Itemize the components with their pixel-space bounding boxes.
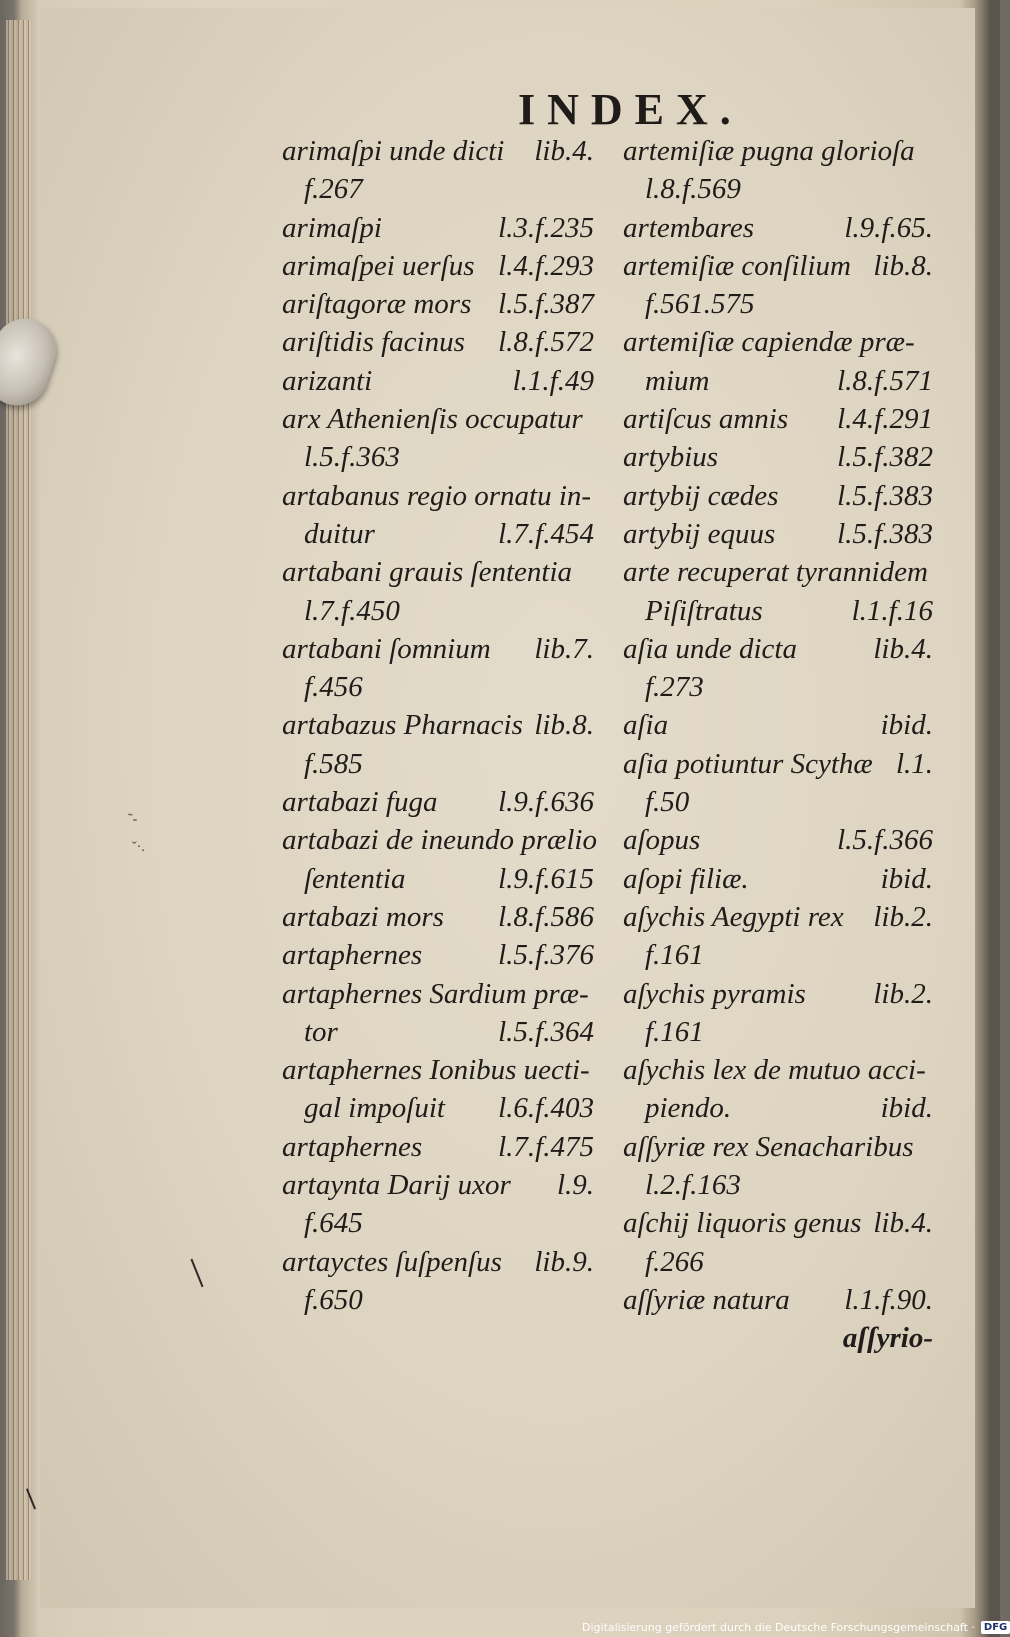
entry-text: l.8.f.569 <box>645 173 741 206</box>
entry-text: artabazi de ineundo prælio <box>282 824 597 857</box>
entry-text: arimaſpi unde dicti <box>282 135 505 167</box>
entry-reference: ibid. <box>880 1092 933 1125</box>
entry-text: artemiſiæ pugna glorioſa <box>623 135 915 167</box>
index-entry <box>623 323 933 361</box>
index-entry <box>623 477 933 515</box>
margin-mark: ˇ·. <box>132 840 145 855</box>
entry-text: aſopus <box>623 824 701 857</box>
entry-reference: l.6.f.403 <box>498 1092 594 1125</box>
index-entry <box>282 362 594 400</box>
entry-text: artabanus regio ornatu in- <box>282 479 592 512</box>
index-entry <box>623 936 933 974</box>
entry-reference: l.9.f.65. <box>844 211 933 244</box>
entry-text: piendo. <box>645 1092 732 1125</box>
index-entry <box>282 1013 594 1051</box>
entry-text: aſchij liquoris genus <box>623 1207 862 1240</box>
index-entry <box>282 1051 594 1089</box>
entry-reference: lib.8. <box>873 249 933 282</box>
entry-text: f.161 <box>645 939 704 972</box>
entry-reference: l.4.f.291 <box>837 403 933 436</box>
index-entry <box>282 592 594 630</box>
index-entry <box>623 132 933 170</box>
entry-text: Piſiſtratus <box>645 594 763 627</box>
index-entry <box>282 783 594 821</box>
entry-reference: lib.4. <box>534 135 594 167</box>
index-entry <box>623 362 933 400</box>
index-entry <box>282 438 594 476</box>
entry-reference: l.5.f.376 <box>498 939 594 972</box>
entry-text: artaphernes <box>282 939 423 972</box>
catchword: aſſyrio- <box>842 1322 933 1355</box>
entry-text: artybij equus <box>623 517 776 550</box>
entry-text: artabani grauis ſententia <box>282 556 572 589</box>
entry-text: aſopi filiæ. <box>623 862 749 895</box>
entry-text: l.2.f.163 <box>645 1169 741 1202</box>
entry-text: artaphernes Ionibus uecti- <box>282 1054 590 1087</box>
entry-text: ariſtidis facinus <box>282 326 465 359</box>
entry-text: arizanti <box>282 364 373 397</box>
index-entry <box>623 438 933 476</box>
entry-text: aſia potiuntur Scythæ <box>623 747 873 780</box>
entry-text: artaphernes <box>282 1130 423 1163</box>
entry-text: aſychis lex de mutuo acci- <box>623 1054 926 1087</box>
index-entry <box>623 1089 933 1127</box>
index-entry <box>282 860 594 898</box>
index-entry <box>623 209 933 247</box>
index-entry <box>623 1281 933 1319</box>
index-entry <box>282 132 594 170</box>
entry-reference: l.3.f.235 <box>498 211 594 244</box>
entry-text: f.650 <box>304 1283 363 1316</box>
entry-text: f.50 <box>645 786 690 819</box>
entry-text: artabazus Pharnacis <box>282 709 523 742</box>
page-header: INDEX. <box>518 85 743 134</box>
entry-reference: l.5.f.383 <box>837 517 933 550</box>
index-entry <box>623 170 933 208</box>
entry-reference: l.7.f.454 <box>498 517 594 550</box>
entry-text: aſia <box>623 709 669 742</box>
entry-text: duitur <box>304 517 375 550</box>
entry-reference: l.4.f.293 <box>498 249 594 282</box>
entry-text: f.161 <box>645 1015 704 1048</box>
entry-text: arimaſpi <box>282 211 382 244</box>
index-entry <box>623 247 933 285</box>
index-entry <box>623 668 933 706</box>
entry-text: ſententia <box>304 862 406 895</box>
entry-text: gal impoſuit <box>304 1092 445 1125</box>
index-entry <box>282 1128 594 1166</box>
entry-text: artemiſiæ conſilium <box>623 249 851 282</box>
entry-reference: lib.7. <box>534 632 594 665</box>
entry-reference: lib.8. <box>534 709 594 742</box>
entry-text: f.585 <box>304 747 363 780</box>
index-entry <box>623 553 933 591</box>
entry-reference: l.8.f.586 <box>498 900 594 933</box>
entry-text: artaynta Darij uxor <box>282 1169 511 1202</box>
index-entry <box>623 1051 933 1089</box>
entry-text: artybius <box>623 441 719 474</box>
entry-text: l.5.f.363 <box>304 441 400 474</box>
entry-reference: lib.2. <box>873 900 933 933</box>
entry-text: artybij cædes <box>623 479 779 512</box>
entry-reference: l.8.f.571 <box>837 364 933 397</box>
entry-reference: l.1.f.49 <box>512 364 594 397</box>
entry-reference: lib.2. <box>873 977 933 1010</box>
margin-mark: ˜- <box>128 812 138 827</box>
entry-text: arimaſpei uerſus <box>282 249 475 282</box>
entry-reference: ibid. <box>880 709 933 742</box>
left-column <box>282 132 597 1319</box>
entry-text: artaphernes Sardium præ- <box>282 977 589 1010</box>
index-entry <box>623 860 933 898</box>
index-entry <box>282 1281 594 1319</box>
entry-reference: l.9.f.636 <box>498 786 594 819</box>
index-entry <box>623 706 933 744</box>
index-entry <box>623 898 933 936</box>
index-entry <box>282 1166 594 1204</box>
index-entry <box>282 668 594 706</box>
index-entry <box>623 1128 933 1166</box>
entry-text: arte recuperat tyrannidem <box>623 556 928 589</box>
entry-text: arx Athenienſis occupatur <box>282 403 583 436</box>
index-entry <box>282 630 594 668</box>
entry-text: artemiſiæ capiendæ præ- <box>623 326 915 359</box>
entry-text: aſſyriæ rex Senacharibus <box>623 1130 914 1163</box>
index-entry <box>623 821 933 859</box>
entry-text: f.273 <box>645 671 704 704</box>
index-entry <box>623 400 933 438</box>
entry-text: artayctes ſuſpenſus <box>282 1245 502 1278</box>
index-entry <box>623 515 933 553</box>
index-entry <box>282 1204 594 1242</box>
index-entry <box>282 898 594 936</box>
index-entry <box>623 1204 933 1242</box>
entry-reference: l.5.f.383 <box>837 479 933 512</box>
index-entry <box>623 783 933 821</box>
entry-text: artembares <box>623 211 755 244</box>
entry-reference: lib.9. <box>534 1245 594 1278</box>
entry-reference: l.5.f.387 <box>498 288 594 321</box>
index-entry <box>282 170 594 208</box>
entry-reference: ibid. <box>880 862 933 895</box>
entry-text: l.7.f.450 <box>304 594 400 627</box>
index-entry <box>282 553 594 591</box>
index-entry <box>282 975 594 1013</box>
index-entry <box>282 821 597 859</box>
index-entry <box>282 515 594 553</box>
index-entry <box>623 630 933 668</box>
entry-reference: l.7.f.475 <box>498 1130 594 1163</box>
dfg-logo: DFG <box>981 1621 1010 1634</box>
entry-reference: lib.4. <box>873 632 933 665</box>
entry-text: artabazi fuga <box>282 786 438 819</box>
entry-text: aſychis Aegypti rex <box>623 900 844 933</box>
index-entry <box>282 706 594 744</box>
entry-reference: l.9. <box>556 1169 594 1202</box>
entry-text: tor <box>304 1015 338 1048</box>
index-entry <box>623 1243 933 1281</box>
entry-text: f.456 <box>304 671 363 704</box>
entry-reference: lib.4. <box>873 1207 933 1240</box>
entry-text: f.266 <box>645 1245 704 1278</box>
entry-reference: l.8.f.572 <box>498 326 594 359</box>
entry-text: f.561.575 <box>645 288 755 321</box>
entry-text: f.267 <box>304 173 363 206</box>
digitization-footer <box>582 1618 1008 1637</box>
right-column <box>623 132 933 1358</box>
entry-text: aſſyriæ natura <box>623 1283 790 1316</box>
index-entry <box>282 1089 594 1127</box>
entry-text: artabazi mors <box>282 900 444 933</box>
entry-text: f.645 <box>304 1207 363 1240</box>
index-entry <box>282 477 594 515</box>
entry-text: mium <box>645 364 710 397</box>
index-entry <box>623 975 933 1013</box>
index-entry <box>623 592 933 630</box>
entry-reference: l.5.f.364 <box>498 1015 594 1048</box>
index-entry <box>623 1013 933 1051</box>
entry-text: artabani ſomnium <box>282 632 491 665</box>
footer-text: Digitalisierung gefördert durch die Deutsche Forschungsgemeinschaft · <box>582 1621 975 1634</box>
index-entry <box>623 1166 933 1204</box>
entry-text: aſia unde dicta <box>623 632 797 665</box>
index-entry <box>623 745 933 783</box>
entry-reference: l.1.f.16 <box>851 594 933 627</box>
index-entry <box>282 209 594 247</box>
index-entry <box>282 745 594 783</box>
entry-text: aſychis pyramis <box>623 977 806 1010</box>
index-entry <box>282 936 594 974</box>
index-entry <box>623 285 933 323</box>
index-entry <box>282 247 594 285</box>
index-entry <box>282 1243 594 1281</box>
entry-text: artiſcus amnis <box>623 403 789 436</box>
index-entry <box>282 285 594 323</box>
page-edges <box>6 20 32 1580</box>
entry-reference: l.1.f.90. <box>844 1283 933 1316</box>
entry-reference: l.5.f.382 <box>837 441 933 474</box>
entry-text: ariſtagoræ mors <box>282 288 472 321</box>
index-entry <box>282 400 594 438</box>
entry-reference: l.5.f.366 <box>837 824 933 857</box>
entry-reference: l.9.f.615 <box>498 862 594 895</box>
index-entry <box>282 323 594 361</box>
entry-reference: l.1. <box>895 747 933 780</box>
